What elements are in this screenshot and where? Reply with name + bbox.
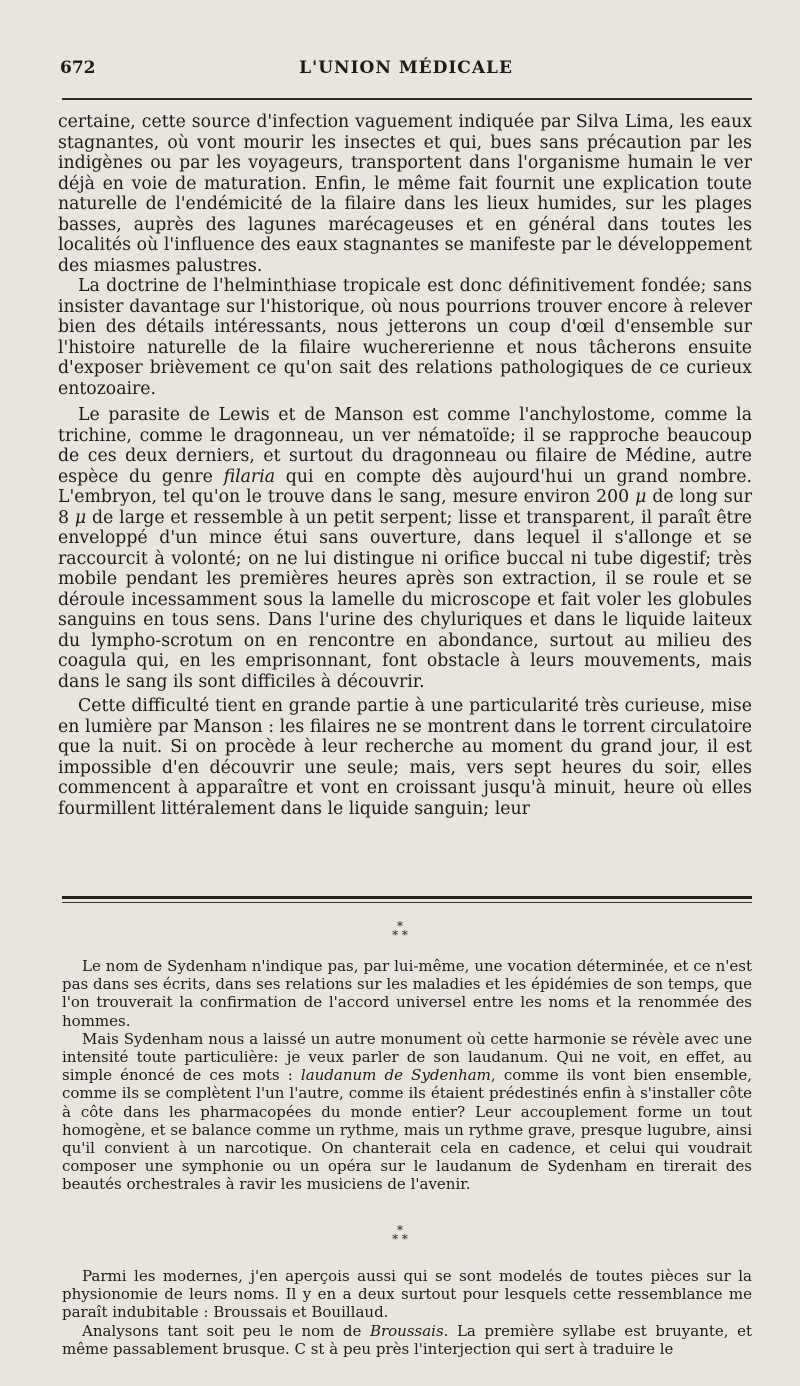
feuilleton-paragraph-1: Le nom de Sydenham n'indique pas, par lui-même, une vocation déterminée, et ce n'est pas dans ses écrits, dans ses relations sur les maladies et les épidémies de son temps, que l'on trouverait la confirmation de l'accord universel entre les noms et la renommée des hommes. — [62, 957, 752, 1030]
unit-symbol: μ — [74, 507, 87, 528]
feuilleton-section-1 — [62, 957, 752, 1194]
journal-title: L'UNION MÉDICALE — [299, 58, 513, 78]
paragraph-3 — [58, 405, 752, 692]
italic-term: laudanum de Sydenham — [300, 1066, 491, 1085]
page-header — [60, 58, 752, 88]
text-span: Mais Sydenham nous a laissé un autre monument où cette harmonie se révèle avec une intensité toute particulière: je veux parler de son laudanum. Qui ne voit, en effet, au simple énoncé de ces mots : — [62, 1029, 752, 1085]
paragraph-2: La doctrine de l'helminthiase tropicale est donc définitivement fondée; sans insister davantage sur l'historique, où nous pourrions trouver encore à relever bien des détails intéressants, nous jetterons un coup d'œil d'ensemble sur l'histoire naturelle de la filaire wuchererienne et nous tâcherons ensuite d'exposer brièvement ce qu'on sait des relations pathologiques de ce curieux entozoaire. — [58, 276, 752, 399]
feuilleton-paragraph-4 — [62, 1322, 752, 1358]
text-span: qui en compte dès aujourd'hui un grand nombre. L'embryon, tel qu'on le trouve dans le sang, mesure environ 200 — [58, 466, 752, 507]
text-span: Analysons tant soit peu le nom de — [82, 1321, 370, 1340]
asterism-2: * * * — [392, 1223, 408, 1246]
text-span: de long sur 8 — [58, 487, 752, 528]
unit-symbol: μ — [635, 487, 647, 507]
text-span: de large et ressemble à un petit serpent; lisse et transparent, il paraît être enveloppé d'un mince étui sans ouverture, dans lequel il s'allonge et se raccourcit à volonté; on ne lui distingue ni orifice buccal ni tube digestif; très mobile pendant les premières heures après son extraction, il se roule et se déroule incessamment sous la lamelle du microscope et fait voler les globules sanguins en tous sens. Dans l'urine des chyluriques et dans le liquide laiteux du lympho-scrotum on en rencontre en abondance, surtout au milieu des coagula qui, en les emprisonnant, font obstacle à leurs mouvements, mais dans le sang ils sont difficiles à découvrir. — [58, 507, 752, 692]
header-rule — [62, 98, 752, 100]
feuilleton-separator-thick — [62, 896, 752, 899]
text-span: Le parasite de Lewis et de Manson est comme l'anchylostome, comme la trichine, comme le dragonneau, un ver nématoïde; il se rapproche beaucoup de ces deux derniers, et surtout du dragonneau ou filaire de Médine, autre espèce du genre — [58, 405, 752, 487]
italic-term: filaria — [223, 466, 276, 487]
paragraph-4: Cette difficulté tient en grande partie à une particularité très curieuse, mise en lumière par Manson : les filaires ne se montrent dans le torrent circulatoire que la nuit. Si on procède à leur recherche au moment du grand jour, il est impossible d'en découvrir une seule; mais, vers sept heures du soir, elles commencent à apparaître et vont en croissant jusqu'à minuit, heure où elles fourmillent littéralement dans le liquide sanguin; leur — [58, 696, 752, 819]
article-body — [58, 112, 752, 819]
asterism-1: * * * — [392, 919, 408, 942]
feuilleton-paragraph-2 — [62, 1030, 752, 1194]
feuilleton-separator-thin — [62, 902, 752, 903]
text-span: , comme ils vont bien ensemble, comme ils se complètent l'un l'autre, comme ils étaient prédestinés enfin à s'installer côte à côte dans les pharmacopées du monde entier? Leur accouplement forme un tout homogène, et se balance comme un rythme, mais un rythme grave, presque lugubre, ainsi qu'il convient à un narcotique. On chanterait cela en cadence, et celui qui voudrait composer une symphonie ou un opéra sur le laudanum de Sydenham en tirerait des beautés orchestrales à ravir les musiciens de l'avenir. — [62, 1066, 752, 1194]
page-number: 672 — [60, 58, 96, 78]
italic-term: Broussais — [369, 1321, 444, 1340]
feuilleton-section-2 — [62, 1267, 752, 1358]
paragraph-1: certaine, cette source d'infection vaguement indiquée par Silva Lima, les eaux stagnantes, où vont mourir les insectes et qui, bues sans précaution par les indigènes ou par les voyageurs, transportent dans l'organisme humain le ver déjà en voie de maturation. Enfin, le même fait fournit une explication toute naturelle de l'endémicité de la filaire dans les lieux humides, sur les plages basses, auprès des lagunes marécageuses et en général dans toutes les localités où l'influence des eaux stagnantes se manifeste par le développement des miasmes palustres. — [58, 112, 752, 276]
feuilleton-paragraph-3: Parmi les modernes, j'en aperçois aussi qui se sont modelés de toutes pièces sur la physionomie de leurs noms. Il y en a deux surtout pour lesquels cette ressemblance me paraît indubitable : Broussais et Bouillaud. — [62, 1267, 752, 1322]
text-span: . La première syllabe est bruyante, et même passablement brusque. C st à peu près l'interjection qui sert à traduire le — [62, 1321, 752, 1358]
